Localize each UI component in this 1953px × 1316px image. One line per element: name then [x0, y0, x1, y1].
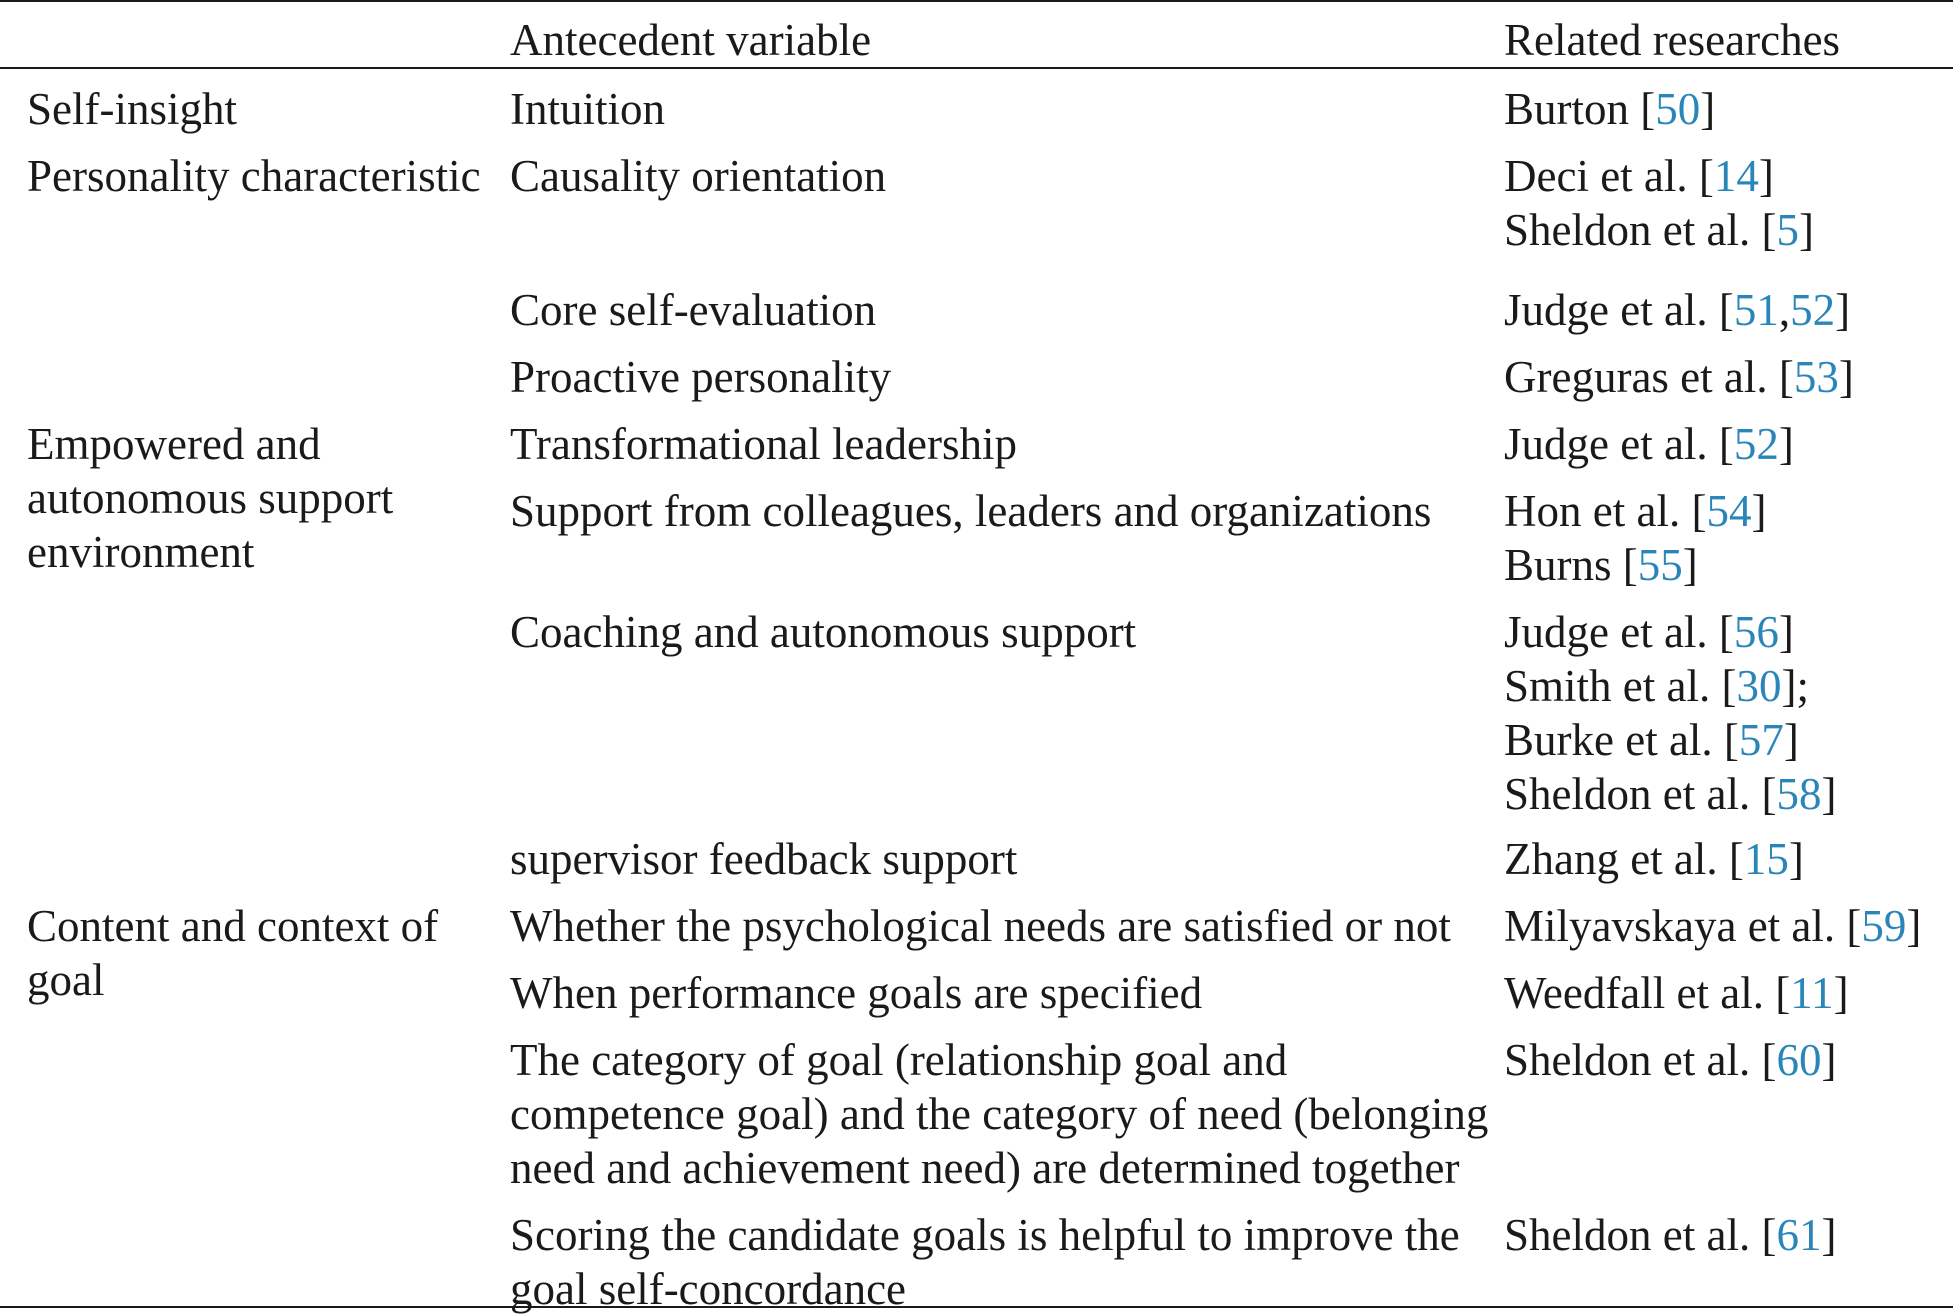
reference-close: ] [1798, 205, 1814, 255]
reference-author: Sheldon et al. [ [1504, 205, 1777, 255]
antecedent-variable: need and achievement need) are determined together [510, 1143, 1460, 1193]
reference-author: Judge et al. [ [1504, 419, 1734, 469]
reference-entry [1504, 832, 1804, 886]
reference-author: Burns [ [1504, 540, 1638, 590]
citation-link[interactable]: 56 [1733, 607, 1779, 657]
citation-link[interactable]: 51 [1733, 285, 1779, 335]
category-label: Empowered and [27, 419, 321, 469]
citation-link[interactable]: 52 [1733, 419, 1779, 469]
citation-link[interactable]: 30 [1736, 661, 1782, 711]
antecedent-variable: supervisor feedback support [510, 834, 1018, 884]
citation-link[interactable]: 57 [1738, 715, 1784, 765]
reference-close: ] [1835, 285, 1851, 335]
antecedent-variable: Transformational leadership [510, 419, 1017, 469]
reference-author: Hon et al. [ [1504, 486, 1707, 536]
category-label: Content and context of [27, 901, 439, 951]
reference-author: Weedfall et al. [ [1504, 968, 1791, 1018]
reference-close: ] [1751, 486, 1767, 536]
reference-entry [1504, 767, 1836, 821]
citation-link[interactable]: 60 [1776, 1035, 1822, 1085]
citation-link[interactable]: 61 [1776, 1210, 1822, 1260]
antecedent-variable: Whether the psychological needs are satisfied or not [510, 901, 1451, 951]
category-label: Personality characteristic [27, 151, 481, 201]
antecedent-variable: Scoring the candidate goals is helpful to improve the [510, 1210, 1460, 1260]
reference-entry [1504, 82, 1715, 136]
antecedent-variable: Coaching and autonomous support [510, 607, 1137, 657]
reference-author: Greguras et al. [ [1504, 352, 1794, 402]
reference-author: Deci et al. [ [1504, 151, 1714, 201]
reference-close: ] [1682, 540, 1698, 590]
reference-author: Smith et al. [ [1504, 661, 1737, 711]
reference-author: Burke et al. [ [1504, 715, 1739, 765]
reference-close: ] [1758, 151, 1774, 201]
citation-link[interactable]: 15 [1743, 834, 1789, 884]
category-label: autonomous support [27, 473, 394, 523]
reference-entry [1504, 1033, 1836, 1087]
citation-link[interactable]: 52 [1790, 285, 1836, 335]
reference-entry [1504, 659, 1809, 713]
reference-close: ] [1906, 901, 1922, 951]
reference-close: ] [1821, 1210, 1837, 1260]
reference-close: ] [1821, 1035, 1837, 1085]
reference-close: ] [1778, 607, 1794, 657]
antecedent-variable: Causality orientation [510, 151, 887, 201]
antecedent-variable: Support from colleagues, leaders and organizations [510, 486, 1432, 536]
reference-close: ] [1778, 419, 1794, 469]
reference-entry [1504, 417, 1794, 471]
reference-entry [1504, 538, 1698, 592]
reference-author: Milyavskaya et al. [ [1504, 901, 1862, 951]
reference-entry [1504, 966, 1849, 1020]
top-rule [0, 0, 1953, 2]
antecedent-variable: goal self-concordance [510, 1264, 907, 1314]
reference-author: Zhang et al. [ [1504, 834, 1744, 884]
reference-close: ] [1700, 84, 1716, 134]
reference-author: Sheldon et al. [ [1504, 1210, 1777, 1260]
reference-author: Sheldon et al. [ [1504, 769, 1777, 819]
reference-entry [1504, 350, 1854, 404]
citation-link[interactable]: 58 [1776, 769, 1822, 819]
reference-entry [1504, 899, 1921, 953]
header-rule [0, 67, 1953, 69]
category-label: environment [27, 527, 255, 577]
reference-entry [1504, 605, 1794, 659]
category-label: Self-insight [27, 84, 237, 134]
reference-entry [1504, 1208, 1836, 1262]
reference-close: ]; [1781, 661, 1809, 711]
citation-separator: , [1778, 285, 1791, 335]
header-col-antecedent-variable: Antecedent variable [510, 15, 872, 65]
reference-entry [1504, 484, 1766, 538]
reference-entry [1504, 713, 1799, 767]
reference-author: Sheldon et al. [ [1504, 1035, 1777, 1085]
citation-link[interactable]: 54 [1706, 486, 1752, 536]
antecedent-variable: competence goal) and the category of need (belonging [510, 1089, 1489, 1139]
citation-link[interactable]: 14 [1713, 151, 1759, 201]
antecedent-variable: The category of goal (relationship goal and [510, 1035, 1288, 1085]
citation-link[interactable]: 11 [1790, 968, 1834, 1018]
reference-entry [1504, 203, 1814, 257]
citation-link[interactable]: 59 [1861, 901, 1907, 951]
reference-close: ] [1833, 968, 1849, 1018]
antecedent-variable: Intuition [510, 84, 665, 134]
citation-link[interactable]: 55 [1637, 540, 1683, 590]
antecedent-variable: Proactive personality [510, 352, 892, 402]
citation-link[interactable]: 50 [1655, 84, 1701, 134]
antecedent-variable: When performance goals are specified [510, 968, 1203, 1018]
reference-close: ] [1788, 834, 1804, 884]
reference-author: Judge et al. [ [1504, 285, 1734, 335]
reference-entry [1504, 283, 1850, 337]
citation-link[interactable]: 53 [1793, 352, 1839, 402]
reference-author: Burton [ [1504, 84, 1656, 134]
citation-link[interactable]: 5 [1776, 205, 1799, 255]
reference-entry [1504, 149, 1774, 203]
category-label: goal [27, 955, 105, 1005]
header-col-related-researches: Related researches [1504, 15, 1841, 65]
reference-close: ] [1838, 352, 1854, 402]
antecedent-variable: Core self-evaluation [510, 285, 877, 335]
reference-author: Judge et al. [ [1504, 607, 1734, 657]
reference-close: ] [1783, 715, 1799, 765]
reference-close: ] [1821, 769, 1837, 819]
bottom-rule [0, 1306, 1953, 1308]
